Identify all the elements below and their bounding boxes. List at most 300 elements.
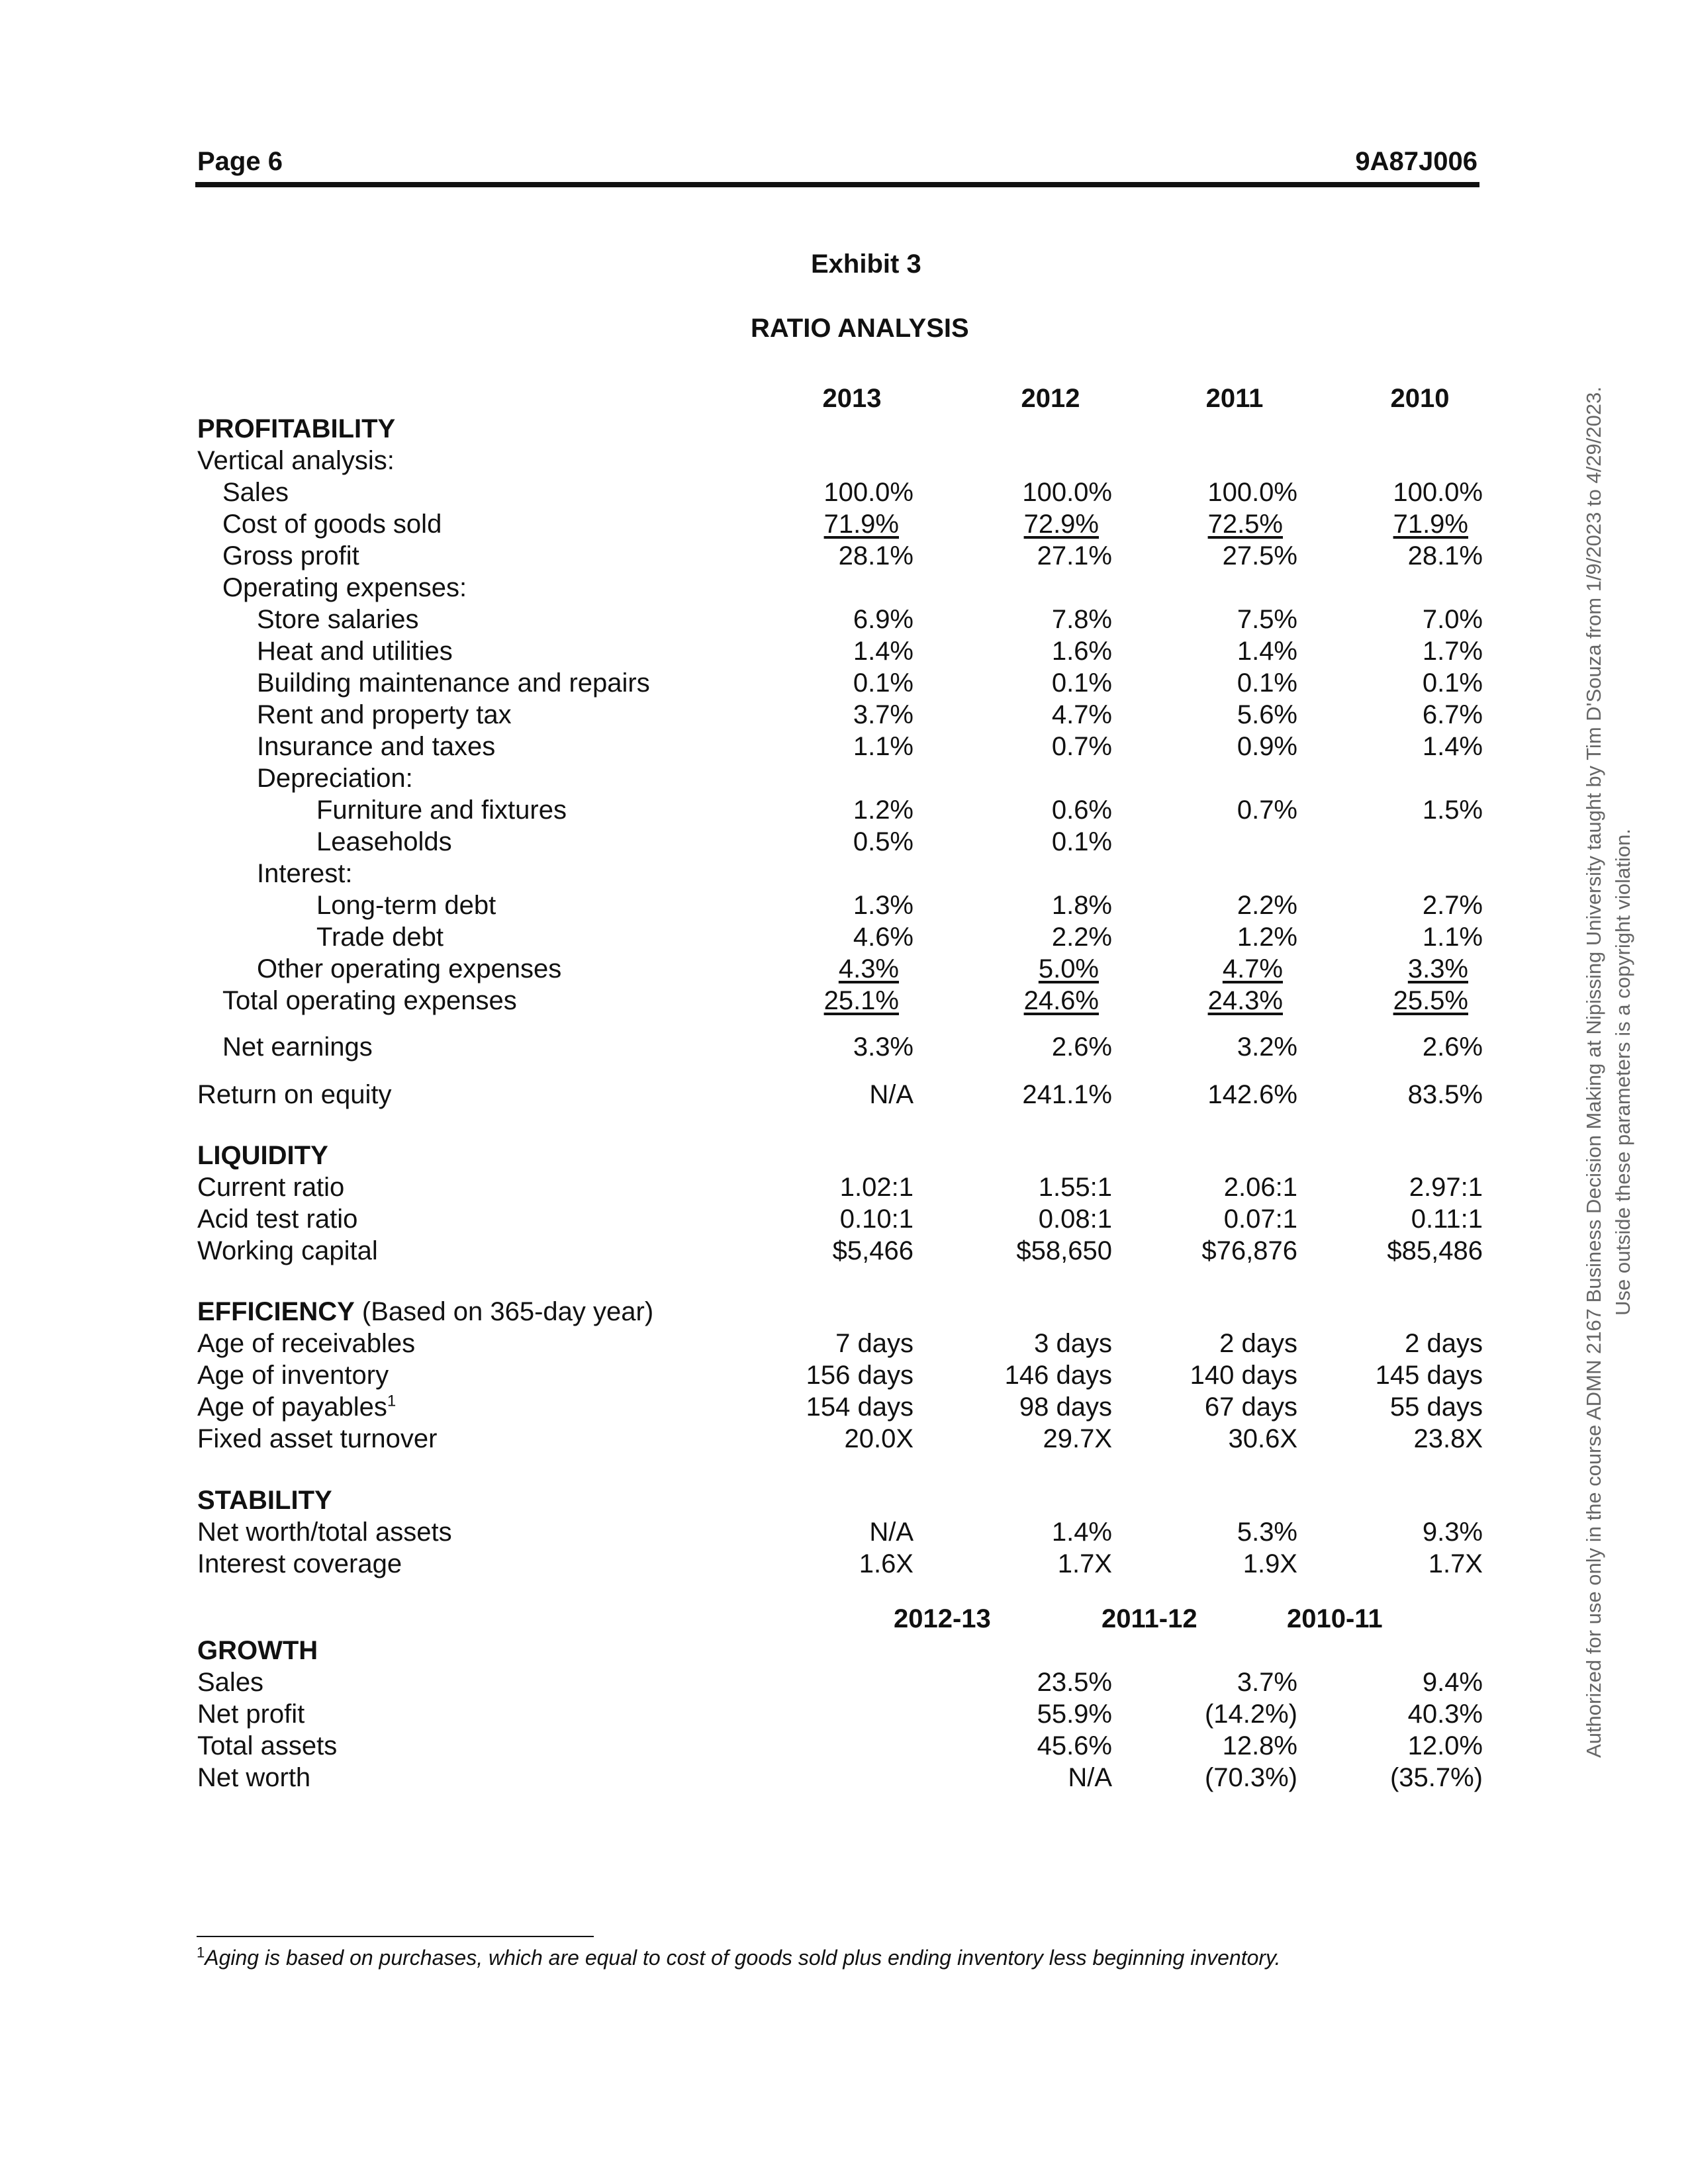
value-text: (35.7%) — [1389, 1763, 1483, 1792]
value-text: 25.5% — [1393, 986, 1468, 1015]
value-cell — [1005, 1361, 1112, 1390]
value-text: 1.5% — [1422, 796, 1483, 825]
header-rule — [195, 182, 1479, 187]
row-label-text: Current ratio — [197, 1173, 345, 1202]
value-cell — [1019, 1392, 1112, 1422]
value-text: 2 days — [1405, 1329, 1483, 1358]
value-text: 72.5% — [1207, 510, 1283, 539]
value-cell — [1405, 1329, 1483, 1359]
value-text: 20.0X — [844, 1424, 914, 1453]
value-text: 1.2% — [1237, 923, 1297, 952]
value-text: 71.9% — [1393, 510, 1468, 539]
row-label — [197, 1424, 437, 1454]
value-cell — [1390, 1763, 1483, 1793]
row-label — [222, 573, 467, 603]
value-text: 2.2% — [1237, 891, 1297, 920]
value-cell — [839, 954, 899, 984]
value-text: 140 days — [1190, 1361, 1297, 1390]
value-text: 40.3% — [1407, 1700, 1483, 1729]
growth-header-2011-12: 2011-12 — [1102, 1604, 1197, 1633]
value-text: 67 days — [1204, 1392, 1297, 1422]
row-label-text: Store salaries — [257, 605, 419, 634]
footnote-mark: 1 — [197, 1944, 205, 1961]
value-text: N/A — [869, 1080, 914, 1109]
page-header — [195, 147, 1479, 185]
table-row — [0, 1361, 1688, 1394]
value-cell — [823, 478, 914, 508]
page-number: Page 6 — [197, 147, 283, 176]
table-row — [0, 859, 1688, 892]
table-row — [0, 414, 1688, 447]
value-cell — [1429, 1549, 1483, 1579]
value-text: 1.4% — [1237, 637, 1297, 666]
copyright-line-1: Authorized for use only in the course ADMN 2167 Business Decision Making at Nipissing University taught by Tim D'Souza from 1/9/2023 to 4/29/2023. — [1582, 387, 1605, 1758]
value-cell — [1016, 1236, 1112, 1266]
value-text: 145 days — [1375, 1361, 1483, 1390]
value-text: 1.7% — [1422, 637, 1483, 666]
document-code: 9A87J006 — [1355, 147, 1477, 176]
table-row — [0, 986, 1688, 1019]
row-label-text: Gross profit — [222, 541, 359, 570]
value-text: 3 days — [1034, 1329, 1112, 1358]
value-text: (14.2%) — [1204, 1700, 1297, 1729]
value-cell — [869, 1080, 914, 1110]
value-text: 28.1% — [838, 541, 914, 570]
row-label-text: Net earnings — [222, 1032, 373, 1062]
row-label-text: Rent and property tax — [257, 700, 512, 729]
row-label — [257, 637, 453, 666]
value-text: 1.2% — [853, 796, 914, 825]
value-text: 3.3% — [853, 1032, 914, 1062]
table-row — [0, 1173, 1688, 1206]
table-row — [0, 1731, 1688, 1764]
value-cell — [1052, 796, 1112, 825]
footnote-rule — [197, 1936, 594, 1937]
row-label — [316, 891, 496, 921]
value-cell — [1423, 700, 1483, 730]
value-text: 154 days — [806, 1392, 914, 1422]
value-cell — [1237, 891, 1297, 921]
value-cell — [1223, 954, 1283, 984]
value-text: 0.1% — [853, 668, 914, 698]
value-cell — [1408, 541, 1483, 571]
row-label-text: Return on equity — [197, 1080, 392, 1109]
value-text: 2.6% — [1422, 1032, 1483, 1062]
value-text: 7.8% — [1051, 605, 1112, 634]
value-cell — [1223, 541, 1297, 571]
year-header-2012: 2012 — [1021, 384, 1080, 413]
value-text: 0.7% — [1051, 732, 1112, 761]
value-text: 0.9% — [1237, 732, 1297, 761]
value-cell — [869, 1518, 914, 1547]
value-text: 156 days — [806, 1361, 914, 1390]
row-label — [197, 1763, 310, 1793]
value-cell — [1224, 1173, 1297, 1203]
value-cell — [839, 541, 914, 571]
value-text: 1.55:1 — [1038, 1173, 1112, 1202]
value-cell — [1228, 1424, 1297, 1454]
value-cell — [853, 923, 914, 952]
value-text: 1.4% — [1422, 732, 1483, 761]
value-text: 2.7% — [1422, 891, 1483, 920]
table-row — [0, 573, 1688, 606]
row-label-text: STABILITY — [197, 1486, 332, 1515]
value-cell — [1243, 1549, 1297, 1579]
value-text: 4.6% — [853, 923, 914, 952]
value-text: 4.7% — [1051, 700, 1112, 729]
row-label — [222, 986, 517, 1016]
row-label — [197, 446, 395, 476]
value-cell — [844, 1424, 914, 1454]
value-cell — [853, 1032, 914, 1062]
value-text: 98 days — [1019, 1392, 1112, 1422]
value-cell — [1068, 1763, 1112, 1793]
value-text: 24.3% — [1207, 986, 1283, 1015]
row-label-text: Leaseholds — [316, 827, 452, 856]
table-row — [0, 668, 1688, 702]
value-text: 72.9% — [1023, 510, 1099, 539]
value-text: 27.5% — [1222, 541, 1297, 570]
row-label — [197, 1392, 396, 1422]
value-cell — [1423, 732, 1483, 762]
row-label-text: Net worth — [197, 1763, 311, 1792]
value-text: 1.9X — [1243, 1549, 1297, 1578]
table-row — [0, 923, 1688, 956]
row-label — [197, 1080, 392, 1110]
value-cell — [1039, 1205, 1112, 1234]
value-cell — [1423, 1668, 1483, 1698]
value-text: (70.3%) — [1204, 1763, 1297, 1792]
row-label-text: Operating expenses: — [222, 573, 467, 602]
row-label-text: GROWTH — [197, 1636, 318, 1665]
row-label — [222, 541, 359, 571]
value-text: 83.5% — [1407, 1080, 1483, 1109]
row-label-text: Interest coverage — [197, 1549, 402, 1578]
value-cell — [1393, 986, 1468, 1016]
table-row — [0, 1668, 1688, 1701]
value-text: 0.5% — [853, 827, 914, 856]
value-cell — [1052, 1518, 1112, 1547]
value-text: 241.1% — [1022, 1080, 1112, 1109]
row-label-text: Sales — [197, 1668, 264, 1697]
row-label — [197, 1518, 452, 1547]
table-row — [0, 700, 1688, 733]
row-label-text: Vertical analysis: — [197, 446, 395, 475]
value-text: 0.6% — [1051, 796, 1112, 825]
value-text: 1.7X — [1057, 1549, 1112, 1578]
row-label-text: PROFITABILITY — [197, 414, 396, 443]
value-text: $85,486 — [1387, 1236, 1483, 1265]
value-cell — [853, 827, 914, 857]
value-text: 0.07:1 — [1223, 1205, 1297, 1234]
value-cell — [1423, 891, 1483, 921]
value-cell — [1423, 605, 1483, 635]
value-text: 27.1% — [1037, 541, 1112, 570]
value-text: 29.7X — [1043, 1424, 1112, 1453]
table-row — [0, 891, 1688, 924]
value-text: 3.3% — [1407, 954, 1468, 983]
row-label-text: Age of payables — [197, 1392, 387, 1422]
value-cell — [1037, 1668, 1112, 1698]
table-row — [0, 446, 1688, 479]
value-cell — [1205, 1763, 1297, 1793]
value-cell — [1207, 478, 1297, 508]
value-cell — [1237, 700, 1297, 730]
value-cell — [853, 700, 914, 730]
value-cell — [1052, 637, 1112, 666]
year-header-2013: 2013 — [822, 384, 882, 413]
footnote-text: Aging is based on purchases, which are equal to cost of goods sold plus ending inventory less beginning inventory. — [205, 1946, 1281, 1970]
value-cell — [853, 891, 914, 921]
row-label — [316, 827, 452, 857]
value-cell — [1039, 954, 1099, 984]
value-cell — [1423, 1032, 1483, 1062]
row-label — [257, 605, 419, 635]
value-text: 1.6X — [859, 1549, 914, 1578]
value-text: 100.0% — [823, 478, 914, 507]
value-text: 1.8% — [1051, 891, 1112, 920]
value-cell — [1409, 1173, 1483, 1203]
year-header-2011: 2011 — [1205, 384, 1264, 413]
value-text: 1.4% — [1051, 1518, 1112, 1547]
row-label-text: Net worth/total assets — [197, 1518, 452, 1547]
footnote-reference: 1 — [387, 1392, 397, 1410]
value-cell — [1237, 923, 1297, 952]
row-label-text: Building maintenance and repairs — [257, 668, 650, 698]
value-cell — [1237, 732, 1297, 762]
row-label-text: LIQUIDITY — [197, 1141, 328, 1170]
value-cell — [1423, 923, 1483, 952]
value-text: 6.7% — [1422, 700, 1483, 729]
exhibit-label: Exhibit 3 — [811, 250, 921, 279]
value-cell — [806, 1361, 914, 1390]
value-cell — [835, 1329, 914, 1359]
row-label — [197, 1297, 653, 1327]
table-row — [0, 1032, 1688, 1066]
value-text: 7.5% — [1237, 605, 1297, 634]
value-cell — [1237, 1518, 1297, 1547]
value-text: 1.1% — [1422, 923, 1483, 952]
table-row — [0, 1486, 1688, 1519]
row-label — [257, 668, 650, 698]
value-text: 0.1% — [1051, 827, 1112, 856]
value-text: 71.9% — [823, 510, 899, 539]
value-cell — [1423, 1518, 1483, 1547]
value-cell — [1219, 1329, 1297, 1359]
row-label-text: Trade debt — [316, 923, 444, 952]
value-cell — [1205, 1392, 1297, 1422]
row-label-text: Total operating expenses — [222, 986, 517, 1015]
value-cell — [1201, 1236, 1297, 1266]
value-text: 55.9% — [1037, 1700, 1112, 1729]
value-cell — [1223, 1731, 1297, 1761]
value-text: 1.6% — [1051, 637, 1112, 666]
row-label-text: Working capital — [197, 1236, 378, 1265]
value-text: 0.1% — [1237, 668, 1297, 698]
value-text: 28.1% — [1407, 541, 1483, 570]
value-text: 7.0% — [1422, 605, 1483, 634]
row-label — [197, 1486, 332, 1516]
value-cell — [1423, 668, 1483, 698]
value-text: $58,650 — [1016, 1236, 1112, 1265]
row-label-text: Heat and utilities — [257, 637, 453, 666]
value-cell — [1237, 1032, 1297, 1062]
row-label-note: (Based on 365-day year) — [354, 1297, 654, 1326]
value-cell — [1224, 1205, 1297, 1234]
row-label — [197, 1173, 344, 1203]
value-cell — [1052, 827, 1112, 857]
value-cell — [806, 1392, 914, 1422]
row-label-text: EFFICIENCY — [197, 1297, 355, 1326]
row-label-text: Age of receivables — [197, 1329, 416, 1358]
value-text: 5.6% — [1237, 700, 1297, 729]
value-cell — [1408, 1700, 1483, 1729]
value-text: 1.02:1 — [839, 1173, 914, 1202]
value-cell — [1408, 954, 1468, 984]
value-cell — [1022, 478, 1112, 508]
value-text: 12.0% — [1407, 1731, 1483, 1760]
table-row — [0, 1141, 1688, 1174]
value-cell — [1207, 1080, 1297, 1110]
row-label — [197, 1668, 263, 1698]
value-text: 1.4% — [853, 637, 914, 666]
row-label-text: Acid test ratio — [197, 1205, 358, 1234]
value-text: 25.1% — [823, 986, 899, 1015]
footnote — [197, 1946, 1281, 1970]
value-cell — [833, 1236, 914, 1266]
value-text: 5.3% — [1237, 1518, 1297, 1547]
value-text: 100.0% — [1207, 478, 1297, 507]
value-text: 2 days — [1219, 1329, 1297, 1358]
value-text: N/A — [869, 1518, 914, 1547]
value-text: 4.3% — [838, 954, 899, 983]
value-text: 23.8X — [1413, 1424, 1483, 1453]
value-cell — [1390, 1392, 1483, 1422]
value-text: 55 days — [1389, 1392, 1483, 1422]
value-cell — [1190, 1361, 1297, 1390]
row-label — [197, 1549, 402, 1579]
row-label-text: Total assets — [197, 1731, 338, 1760]
row-label — [197, 1236, 378, 1266]
row-label-text: Net profit — [197, 1700, 305, 1729]
row-label — [257, 732, 495, 762]
value-cell — [1037, 1700, 1112, 1729]
table-row — [0, 478, 1688, 511]
growth-header-2010-11: 2010-11 — [1287, 1604, 1383, 1633]
row-label — [316, 796, 567, 825]
value-text: 3.7% — [853, 700, 914, 729]
value-cell — [853, 605, 914, 635]
value-text: 146 days — [1004, 1361, 1112, 1390]
row-label — [222, 510, 442, 539]
row-label — [222, 1032, 373, 1062]
value-text: 2.6% — [1051, 1032, 1112, 1062]
value-cell — [1393, 510, 1468, 539]
value-cell — [1208, 510, 1283, 539]
table-row — [0, 541, 1688, 574]
value-cell — [1052, 700, 1112, 730]
value-text: 1.3% — [853, 891, 914, 920]
value-cell — [840, 1205, 914, 1234]
row-label — [197, 1731, 337, 1761]
value-cell — [853, 637, 914, 666]
value-cell — [1237, 796, 1297, 825]
value-text: 2.97:1 — [1409, 1173, 1483, 1202]
value-cell — [1058, 1549, 1112, 1579]
table-row — [0, 954, 1688, 987]
value-cell — [1037, 1731, 1112, 1761]
table-row — [0, 1700, 1688, 1733]
copyright-notice — [1579, 291, 1659, 1853]
value-cell — [1393, 478, 1483, 508]
table-row — [0, 1236, 1688, 1269]
value-cell — [1039, 1173, 1112, 1203]
table-row — [0, 1392, 1688, 1426]
value-text: 24.6% — [1023, 986, 1099, 1015]
value-text: 1.7X — [1428, 1549, 1483, 1578]
table-row — [0, 1297, 1688, 1330]
table-row — [0, 510, 1688, 543]
table-row — [0, 637, 1688, 670]
page-title: RATIO ANALYSIS — [751, 314, 969, 343]
row-label-text: Other operating expenses — [257, 954, 562, 983]
value-cell — [1423, 637, 1483, 666]
value-text: 3.2% — [1237, 1032, 1297, 1062]
row-label — [257, 764, 413, 794]
value-text: 142.6% — [1207, 1080, 1297, 1109]
value-cell — [1411, 1205, 1483, 1234]
row-label — [316, 923, 444, 952]
value-cell — [1052, 923, 1112, 952]
row-label-text: Sales — [222, 478, 289, 507]
value-cell — [1034, 1329, 1112, 1359]
value-cell — [1024, 510, 1099, 539]
value-text: 6.9% — [853, 605, 914, 634]
value-text: 30.6X — [1228, 1424, 1297, 1453]
value-cell — [1043, 1424, 1112, 1454]
row-label-text: Cost of goods sold — [222, 510, 442, 539]
row-label — [257, 954, 561, 984]
table-row — [0, 732, 1688, 765]
value-text: 0.10:1 — [839, 1205, 914, 1234]
value-cell — [1237, 1668, 1297, 1698]
row-label — [257, 859, 353, 889]
table-row — [0, 1518, 1688, 1551]
value-text: 0.1% — [1051, 668, 1112, 698]
copyright-line-2: Use outside these parameters is a copyright violation. — [1611, 829, 1634, 1316]
row-label — [197, 1700, 305, 1729]
value-cell — [1237, 637, 1297, 666]
value-text: $5,466 — [832, 1236, 914, 1265]
table-row — [0, 1080, 1688, 1113]
row-label-text: Depreciation: — [257, 764, 413, 793]
row-label-text: Age of inventory — [197, 1361, 389, 1390]
value-cell — [853, 796, 914, 825]
row-label-text: Long-term debt — [316, 891, 496, 920]
value-cell — [1052, 732, 1112, 762]
value-text: 4.7% — [1222, 954, 1283, 983]
table-row — [0, 1763, 1688, 1796]
value-text: N/A — [1068, 1763, 1112, 1792]
table-row — [0, 1636, 1688, 1669]
year-header-2010: 2010 — [1390, 384, 1450, 413]
table-row — [0, 1549, 1688, 1582]
value-cell — [1408, 1731, 1483, 1761]
table-row — [0, 605, 1688, 638]
value-text: 7 days — [835, 1329, 914, 1358]
table-row — [0, 1205, 1688, 1238]
value-text: 2.06:1 — [1223, 1173, 1297, 1202]
